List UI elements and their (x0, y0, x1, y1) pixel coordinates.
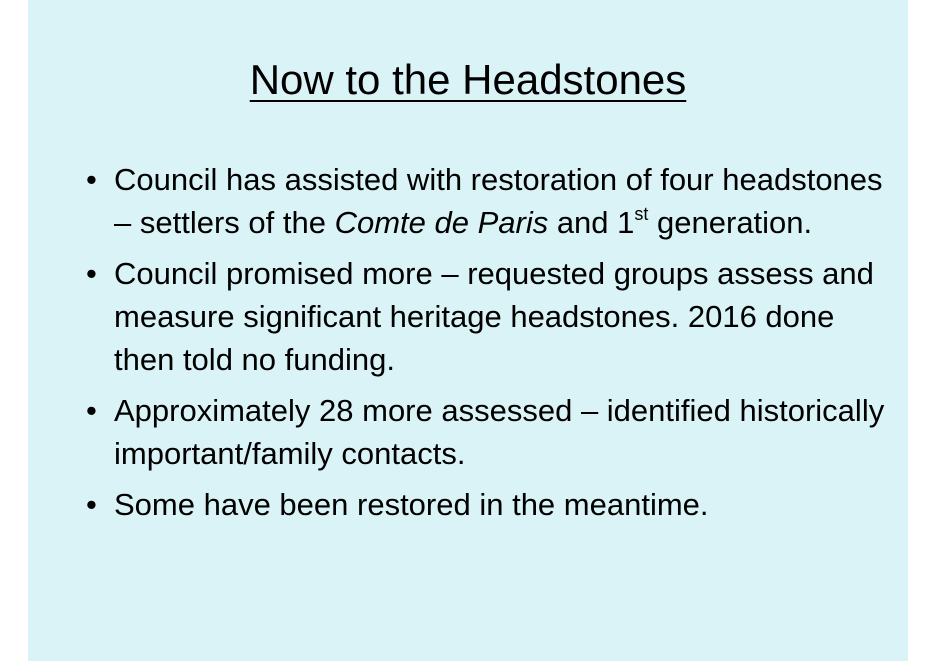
bullet-item (86, 158, 886, 244)
ordinal-suffix: st (634, 203, 649, 224)
bullet-text-part: generation. (648, 205, 813, 240)
bullet-dot: • (86, 487, 97, 522)
bullet-item (86, 483, 886, 526)
bullet-dot: • (86, 256, 97, 291)
bullet-item (86, 389, 886, 475)
ship-name: Comte de Paris (334, 205, 549, 240)
bullet-item (86, 252, 886, 381)
bullet-text: Council promised more – requested groups assess and measure significant heritage headstones. 2016 done then told no funding. (114, 256, 874, 377)
bullet-text-part: Council has assisted with restoration of four headstones – settlers of the (114, 162, 883, 240)
slide-title: Now to the Headstones (249, 56, 687, 103)
bullet-text (114, 162, 883, 240)
bullet-text-part: and 1 (548, 205, 635, 240)
bullet-text: Approximately 28 more assessed – identified historically important/family contacts. (114, 393, 885, 471)
bullet-text: Some have been restored in the meantime. (114, 487, 709, 522)
bullet-list (86, 158, 886, 534)
bullet-dot: • (86, 393, 97, 428)
slide (28, 0, 908, 661)
bullet-dot: • (86, 162, 97, 197)
